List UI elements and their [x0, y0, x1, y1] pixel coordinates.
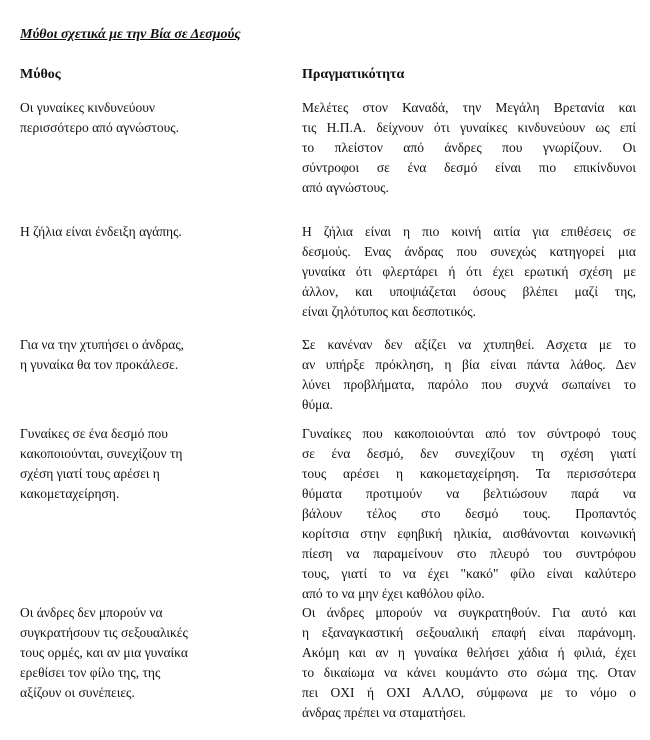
reality-line: βάλουν τέλος στο δεσμό τους. Προπαντός [302, 506, 636, 521]
myth-line: κακοποιούνται, συνεχίζουν τη [20, 446, 183, 461]
reality-line: η εξαναγκαστική σεξουαλική επαφή είναι παράνομη. [302, 625, 636, 640]
reality-line: πει ΟΧΙ ή ΟΧΙ ΑΛΛΟ, σύμφωνα με το νόμο ο [302, 685, 636, 700]
reality-line: Μελέτες στον Καναδά, την Μεγάλη Βρετανία και [302, 100, 636, 115]
reality-line: Οι άνδρες μπορούν να συγκρατηθούν. Για αυτό και [302, 605, 636, 620]
reality-line: το δικαίωμα να κάνει κουμάντο στο σώμα της. Οταν [302, 665, 636, 680]
myth-column-header: Μύθος [20, 67, 61, 82]
reality-line: κορίτσια στην εφηβική ηλικία, αισθάνονται κοινωνική [302, 526, 636, 541]
reality-line: γυναίκα ότι φλερτάρει ή ότι έχει ερωτική σχέση με [302, 264, 636, 279]
myth-line: αξίζουν οι συνέπειες. [20, 685, 135, 700]
myth-cell [20, 335, 275, 375]
reality-line: θύματα προτιμούν να βελτιώσουν παρά να [302, 486, 636, 501]
myth-cell [20, 222, 275, 242]
reality-line: θύμα. [302, 397, 333, 412]
reality-line: Γυναίκες που κακοποιούνται από τον σύντροφό τους [302, 426, 636, 441]
reality-line: λύνει προβλήματα, παρόλο που συχνά σωπαίνει το [302, 377, 636, 392]
myth-line: Γυναίκες σε ένα δεσμό που [20, 426, 168, 441]
myth-line: η γυναίκα θα τον προκάλεσε. [20, 357, 179, 372]
reality-line: άλλον, και υποψιάζεται όσους βλέπει μαζί της, [302, 284, 636, 299]
reality-line: είναι ζηλότυπος και δεσποτικός. [302, 304, 476, 319]
myth-line: κακομεταχείρηση. [20, 486, 120, 501]
document-title: Μύθοι σχετικά με την Βία σε Δεσμούς [20, 27, 241, 42]
reality-line: τις Η.Π.Α. δείχνουν ότι γυναίκες κινδυνεύουν ως επί [302, 120, 636, 135]
reality-line: από το να μην έχει καθόλου φίλο. [302, 586, 485, 601]
reality-line: Η ζήλια είναι η πιο κοινή αιτία για επιθέσεις σε [302, 224, 636, 239]
reality-line: σύντροφοι σε ένα δεσμό είναι πιο επικίνδυνοι [302, 160, 636, 175]
reality-line: άνδρας πρέπει να σταματήσει. [302, 705, 466, 720]
myth-line: τους ορμές, και αν μια γυναίκα [20, 645, 188, 660]
myth-line: Οι άνδρες δεν μπορούν να [20, 605, 163, 620]
reality-line: από αγνώστους. [302, 180, 389, 195]
reality-cell [302, 335, 636, 415]
reality-line: το πλείστον από άνδρες που γνωρίζουν. Οι [302, 140, 636, 155]
myth-cell [20, 603, 275, 703]
myth-line: Για να την χτυπήσει ο άνδρας, [20, 337, 185, 352]
myth-cell [20, 424, 275, 504]
reality-line: δεσμούς. Ενας άνδρας που συνεχώς κατηγορεί μια [302, 244, 636, 259]
myth-line: συγκρατήσουν τις σεξουαλικές [20, 625, 188, 640]
myth-line: Η ζήλια είναι ένδειξη αγάπης. [20, 224, 182, 239]
myth-line: σχέση γιατί τους αρέσει η [20, 466, 160, 481]
myth-line: ερεθίσει τον φίλο της, της [20, 665, 161, 680]
reality-line: τους, γιατί το να έχει "κακό" φίλο είναι καλύτερο [302, 566, 636, 581]
reality-cell [302, 98, 636, 198]
reality-line: Σε κανέναν δεν αξίζει να χτυπηθεί. Ασχετα με το [302, 337, 636, 352]
reality-column-header: Πραγματικότητα [302, 67, 405, 82]
myth-line: Οι γυναίκες κινδυνεύουν [20, 100, 155, 115]
reality-cell [302, 222, 636, 322]
reality-cell [302, 424, 636, 604]
myth-line: περισσότερο από αγνώστους. [20, 120, 180, 135]
reality-line: τους αρέσει η κακομεταχείρηση. Τα περισσότερα [302, 466, 636, 481]
reality-line: σε ένα δεσμό, δεν συνεχίζουν τη σχέση γιατί [302, 446, 636, 461]
reality-line: αν υπήρξε πρόκληση, η βία είναι πάντα λάθος. Δεν [302, 357, 636, 372]
myth-cell [20, 98, 275, 138]
reality-cell [302, 603, 636, 723]
reality-line: Ακόμη και αν η γυναίκα θελήσει χάδια ή φιλιά, έχει [302, 645, 636, 660]
reality-line: πίεση να παραμείνουν στο πλευρό του συντρόφου [302, 546, 636, 561]
